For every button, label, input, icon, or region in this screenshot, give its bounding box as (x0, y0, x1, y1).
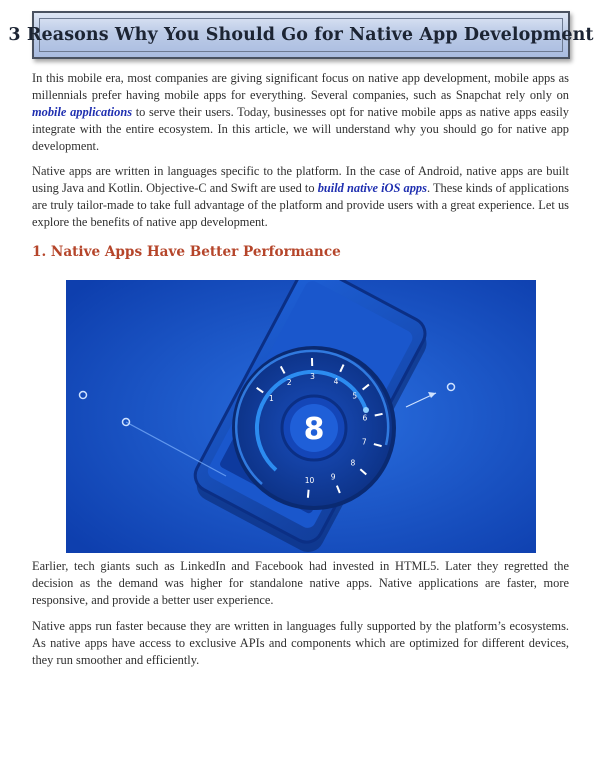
platform-paragraph (32, 163, 569, 231)
gauge-tick-label: 3 (310, 372, 315, 382)
gauge-tick-label: 2 (286, 378, 292, 388)
gauge-tick-label: 6 (362, 413, 368, 423)
title-banner (8, 11, 594, 59)
gauge-tick (308, 490, 309, 498)
intro-text-start: In this mobile era, most companies are giving significant focus on native app development, mobile apps as millennials prefer having mobile apps for everything. Several companies, such as Snapchat rely only on (32, 71, 569, 102)
gauge-tick-label: 4 (333, 376, 339, 386)
html5-paragraph: Earlier, tech giants such as LinkedIn and Facebook had invested in HTML5. Later they regretted the decision as the demand was higher for standalone native apps. Native applications are faster, more responsive, and provide a better user experience. (32, 559, 569, 607)
build-native-ios-apps-link[interactable]: build native iOS apps (317, 181, 427, 195)
gauge-tick-label: 5 (352, 391, 358, 401)
gauge-tick-label: 7 (361, 437, 367, 447)
gauge-progress-marker (363, 407, 369, 413)
performance-illustration (66, 280, 536, 553)
section-heading-performance: 1. Native Apps Have Better Performance (32, 244, 341, 260)
page-title: 3 Reasons Why You Should Go for Native App Development (8, 25, 594, 45)
intro-paragraph (32, 70, 569, 155)
intro-text-end: to serve their users. Today, businesses opt for native mobile apps as native apps easily integrate with the entire ecosystem. In this article, we will understand why you should go for native app development. (32, 105, 569, 153)
gauge-tick-label: 9 (330, 472, 336, 482)
gauge-tick-label: 10 (304, 475, 315, 485)
speed-gauge-phone-illustration (66, 280, 536, 553)
platform-text-end: . These kinds of applications are truly tailor-made to take full advantage of the platform and provide users with a great experience. Let us explore the benefits of native app development. (32, 181, 569, 229)
platform-text-start: Native apps are written in languages specific to the platform. In the case of Android, native apps are built using Java and Kotlin. Objective-C and Swift are used to (32, 164, 569, 195)
performance-paragraph: Native apps run faster because they are written in languages fully supported by the platform’s ecosystems. As native apps have access to exclusive APIs and components which are optimized for different devices, they run smoother and efficiently. (32, 619, 569, 667)
gauge-value: 8 (303, 412, 325, 447)
mobile-applications-link[interactable]: mobile applications (32, 105, 133, 119)
gauge-tick-label: 1 (269, 394, 274, 404)
gauge-tick-label: 8 (350, 458, 356, 468)
